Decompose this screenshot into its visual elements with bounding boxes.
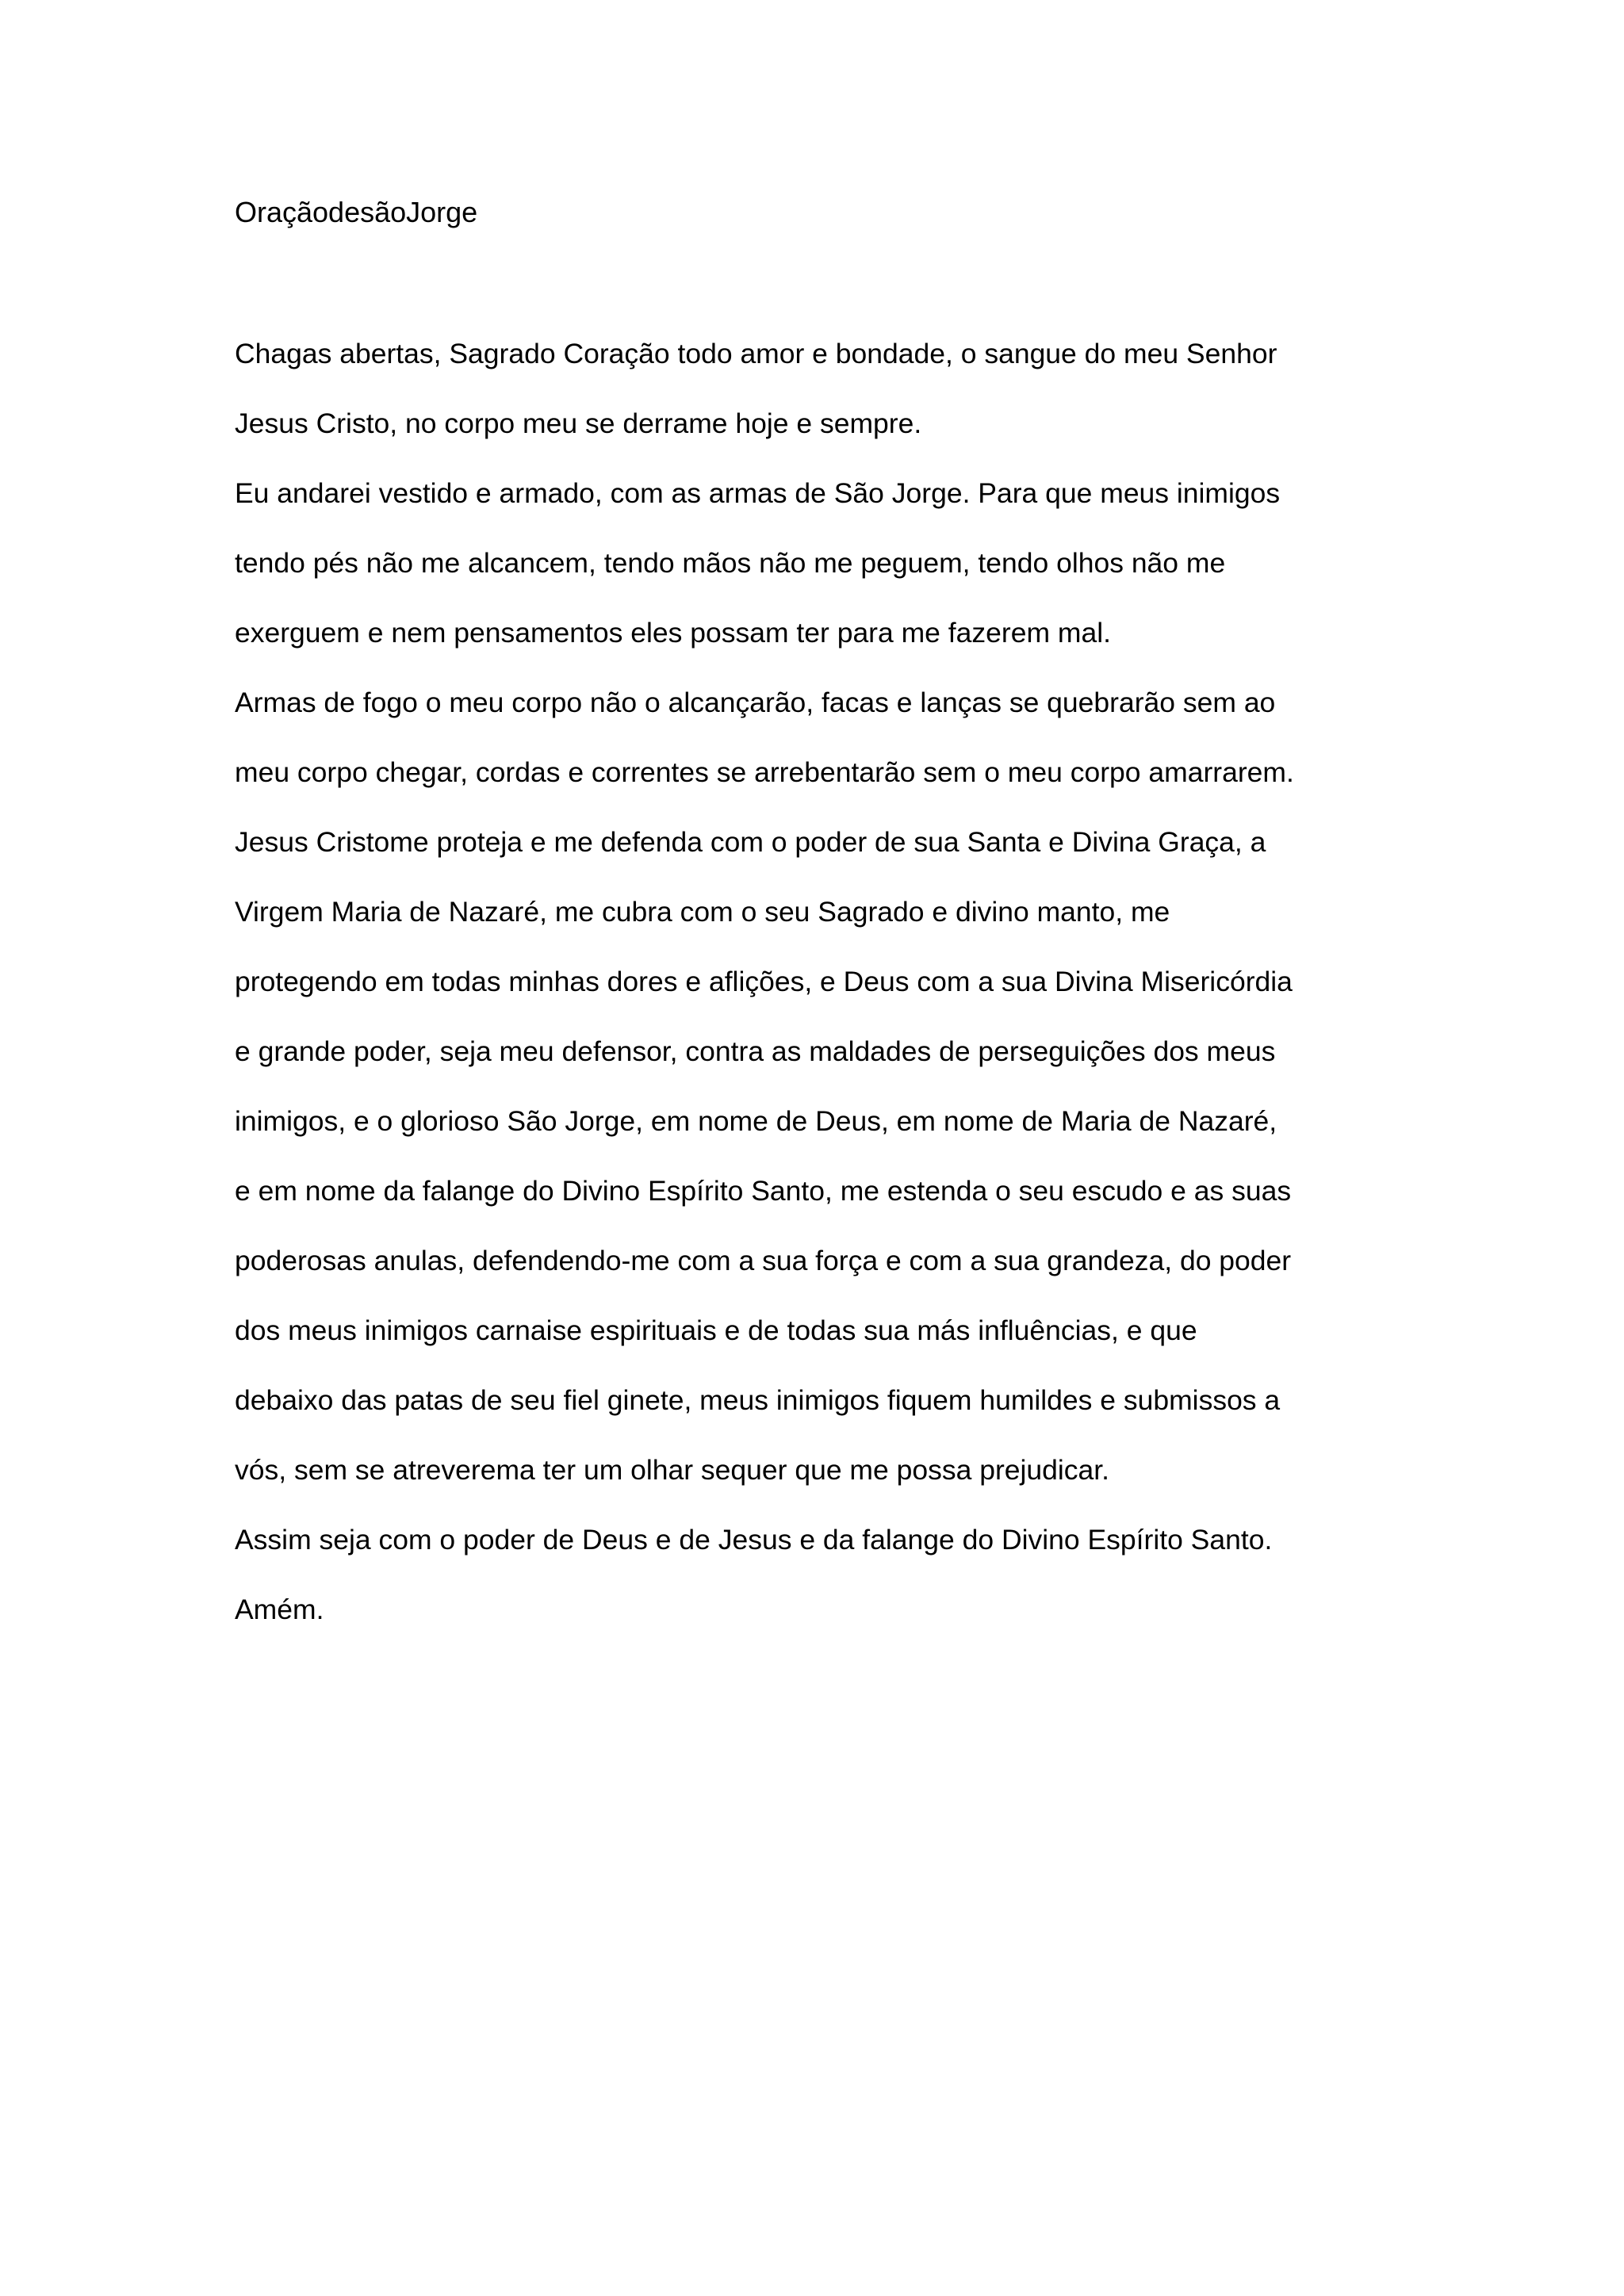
text-line: Chagas abertas, Sagrado Coração todo amor e bondade, o sangue do meu Senhor	[235, 338, 1277, 369]
text-line: Jesus Cristome proteja e me defenda com o poder de sua Santa e Divina Graça, a	[235, 826, 1266, 858]
text-line: tendo pés não me alcancem, tendo mãos não me peguem, tendo olhos não me	[235, 547, 1226, 579]
text-line: Eu andarei vestido e armado, com as armas de São Jorge. Para que meus inimigos	[235, 477, 1281, 509]
text-line: poderosas anulas, defendendo-me com a sua força e com a sua grandeza, do poder	[235, 1245, 1292, 1276]
document-title: OraçãodesãoJorge	[235, 196, 478, 228]
text-line: exerguem e nem pensamentos eles possam ter para me fazerem mal.	[235, 617, 1111, 649]
text-line: protegendo em todas minhas dores e aflições, e Deus com a sua Divina Misericórdia	[235, 966, 1293, 997]
text-line: e grande poder, seja meu defensor, contra as maldades de perseguições dos meus	[235, 1035, 1276, 1067]
text-line: debaixo das patas de seu fiel ginete, meus inimigos fiquem humildes e submissos a	[235, 1384, 1281, 1416]
text-line: Armas de fogo o meu corpo não o alcançarão, facas e lanças se quebrarão sem ao	[235, 687, 1276, 718]
text-line: e em nome da falange do Divino Espírito Santo, me estenda o seu escudo e as suas	[235, 1175, 1292, 1207]
text-line: Amém.	[235, 1594, 324, 1625]
text-line: vós, sem se atreverema ter um olhar sequer que me possa prejudicar.	[235, 1454, 1109, 1486]
document-body	[235, 333, 1472, 1659]
text-line: inimigos, e o glorioso São Jorge, em nome de Deus, em nome de Maria de Nazaré,	[235, 1105, 1277, 1137]
text-line: dos meus inimigos carnaise espirituais e de todas sua más influências, e que	[235, 1314, 1197, 1346]
text-line: Virgem Maria de Nazaré, me cubra com o seu Sagrado e divino manto, me	[235, 896, 1170, 928]
text-line: Jesus Cristo, no corpo meu se derrame hoje e sempre.	[235, 408, 922, 439]
text-line: Assim seja com o poder de Deus e de Jesus e da falange do Divino Espírito Santo.	[235, 1524, 1273, 1556]
text-line: meu corpo chegar, cordas e correntes se arrebentarão sem o meu corpo amarrarem.	[235, 756, 1294, 788]
